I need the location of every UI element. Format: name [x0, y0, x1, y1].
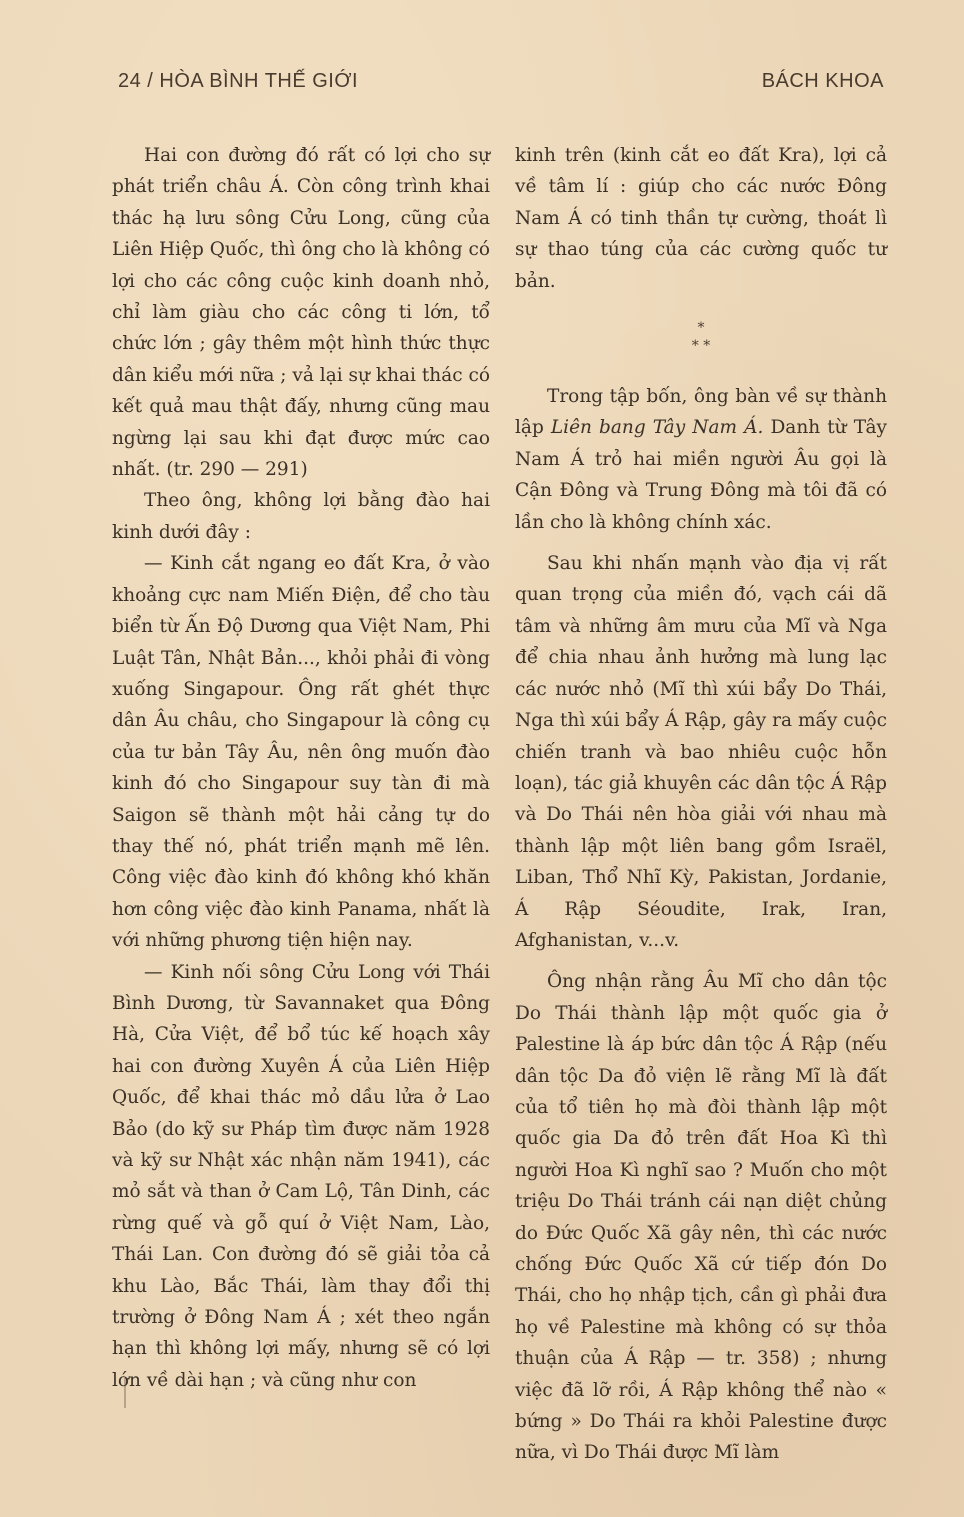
book-title: Liên bang Tây Nam Á. [550, 417, 764, 439]
paragraph: Theo ông, không lợi bằng đào hai kinh dưới đây : [112, 490, 490, 543]
running-header [118, 70, 884, 102]
paragraph: Hai con đường đó rất có lợi cho sự phát triển châu Á. Còn công trình khai thác hạ lưu sông Cửu Long, cũng của Liên Hiệp Quốc, thì ông cho là không có lợi cho các công cuộc kinh doanh nhỏ, chỉ làm giàu cho các công ti lớn, tổ chức lớn ; gây thêm một hình thức thực dân kiểu mới nữa ; vả lại sự khai thác có kết quả mau thật đấy, nhưng cũng mau ngừng lại sau khi đạt được mức cao nhất. (tr. 290 — 291) [112, 145, 490, 481]
paragraph: kinh trên (kinh cắt eo đất Kra), lợi cả về tâm lí : giúp cho các nước Đông Nam Á có tinh thần tự cường, thoát lì sự thao túng của các cường quốc tư bản. [515, 145, 887, 292]
left-column [112, 140, 490, 1396]
paragraph: Sau khi nhấn mạnh vào địa vị rất quan trọng của miền đó, vạch cái dã tâm và những âm mưu của Mĩ và Nga để chia nhau ảnh hưởng mà lung lạc các nước nhỏ (Mĩ thì xúi bẩy Do Thái, Nga thì xúi bẩy Á Rập, gây ra mấy cuộc chiến tranh và bao nhiêu cuộc hỗn loạn), tác giả khuyên các dân tộc Á Rập và Do Thái nên hòa giải với nhau mà thành lập một liên bang gồm Israël, Liban, Thổ Nhĩ Kỳ, Pakistan, Jordanie, Á Rập Séoudite, Irak, Iran, Afghanistan, v...v. [515, 553, 887, 951]
paragraph: Trong tập bốn, ông bàn về sự thành lập Liên bang Tây Nam Á. Danh từ Tây Nam Á trỏ hai miền người Âu gọi là Cận Đông và Trung Đông mà tôi đã có lần cho là không chính xác. [515, 386, 887, 533]
paragraph: Ông nhận rằng Âu Mĩ cho dân tộc Do Thái thành lập một quốc gia ở Palestine là áp bức dân tộc Á Rập (nếu dân tộc Da đỏ viện lẽ rằng Mĩ là đất của tổ tiên họ mà đòi thành lập một quốc gia Da đỏ trên đất Hoa Kì thì người Hoa Kì nghĩ sao ? Muốn cho một triệu Do Thái tránh cái nạn diệt chủng do Đức Quốc Xã gây nên, thì các nước chống Đức Quốc Xã cứ tiếp đón Do Thái, cho họ nhập tịch, cần gì phải đưa họ về Palestine mà không có sự thỏa thuận của Á Rập — tr. 358) ; nhưng việc đã lỡ rồi, Á Rập không thể nào « bứng » Do Thái ra khỏi Palestine được nữa, vì Do Thái được Mĩ làm [515, 971, 887, 1464]
right-column [515, 140, 887, 1469]
paragraph: — Kinh nối sông Cửu Long với Thái Bình Dương, từ Savannaket qua Đông Hà, Cửa Việt, để bổ túc kế hoạch xây hai con đường Xuyên Á của Liên Hiệp Quốc, để khai thác mỏ dầu lửa ở Lao Bảo (do kỹ sư Pháp tìm được năm 1928 và kỹ sư Nhật xác nhận năm 1941), các mỏ sắt và than ở Cam Lộ, Tân Dinh, các rừng quế và gỗ quí ở Việt Nam, Lào, Thái Lan. Con đường đó sẽ giải tỏa cả khu Lào, Bắc Thái, làm thay đổi thị trường ở Đông Nam Á ; xét theo ngắn hạn thì không lợi mấy, nhưng sẽ có lợi lớn về dài hạn ; và cũng như con [112, 961, 490, 1391]
pencil-mark [124, 1378, 126, 1408]
magazine-title: BÁCH KHOA [761, 70, 884, 92]
page-number-and-section-title: 24 / HÒA BÌNH THẾ GIỚI [118, 70, 359, 92]
section-break-asterism: * * * [691, 320, 711, 355]
paragraph: — Kinh cắt ngang eo đất Kra, ở vào khoảng cực nam Miến Điện, để cho tàu biển từ Ấn Độ Dương qua Việt Nam, Phi Luật Tân, Nhật Bản..., khỏi phải đi vòng xuống Singapour. Ông rất ghét thực dân Âu châu, cho Singapour là công cụ của tư bản Tây Âu, nên ông muốn đào kinh đó cho Singapour suy tàn đi mà Saigon sẽ thành một hải cảng tự do thay thế nó, phát triển mạnh mẽ lên. Công việc đào kinh đó không khó khăn hơn công việc đào kinh Panama, nhất là với những phương tiện hiện nay. [112, 553, 490, 952]
